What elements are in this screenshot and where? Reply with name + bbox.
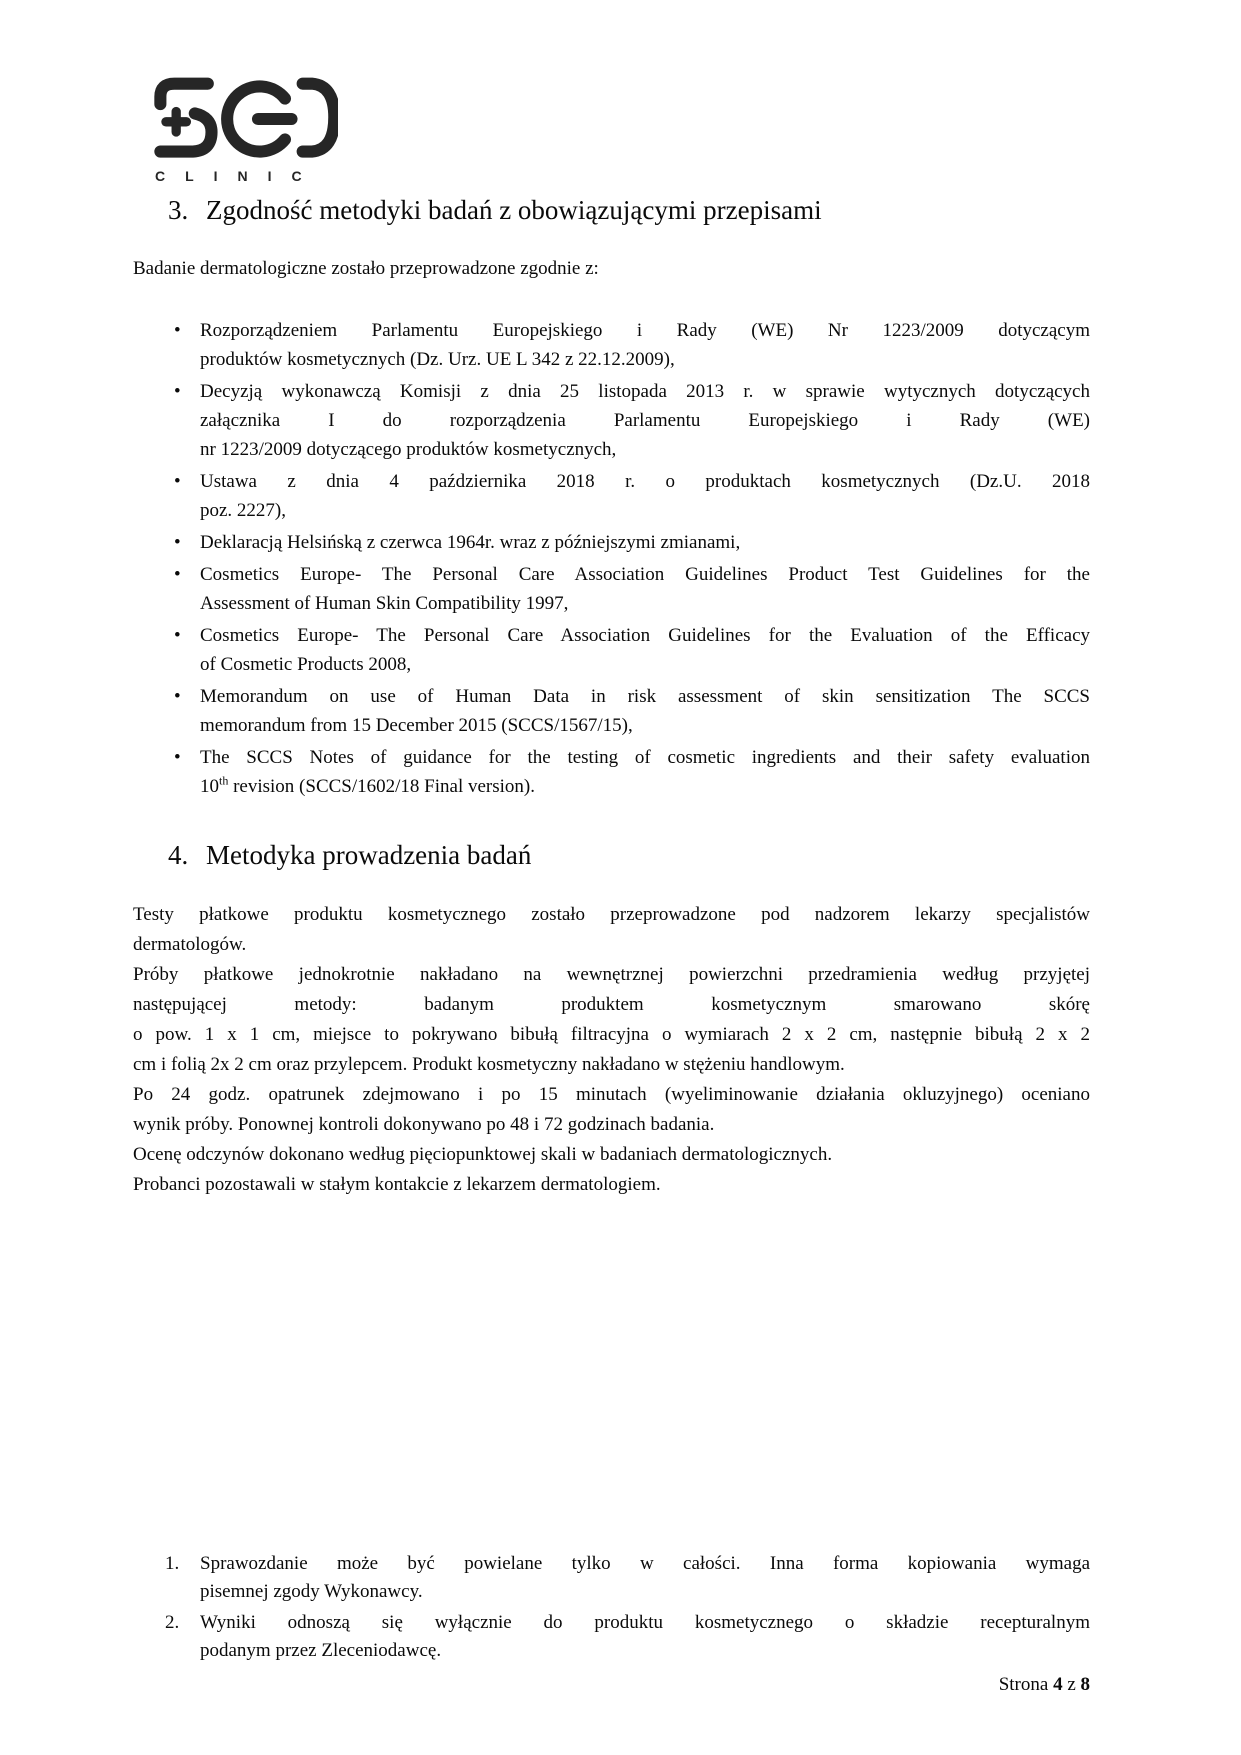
bullet-line: of Cosmetic Products 2008, bbox=[200, 654, 412, 675]
bullet-item-sccs-memorandum-2015 bbox=[133, 682, 1090, 740]
method-paragraph-5 bbox=[133, 1170, 1090, 1200]
bullet-icon: • bbox=[174, 686, 181, 707]
paragraph-line: Ocenę odczynów dokonano według pięciopunktowej skali w badaniach dermatologicznych. bbox=[133, 1144, 833, 1165]
footnote-line: Wyniki odnoszą się wyłącznie do produktu kosmetycznego o składzie recepturalnym bbox=[200, 1612, 1090, 1633]
bullet-line: Assessment of Human Skin Compatibility 1997, bbox=[200, 593, 569, 614]
bullet-item-cosmetics-europe-2008 bbox=[133, 621, 1090, 679]
bullet-icon: • bbox=[174, 320, 181, 341]
footer-label: Strona bbox=[998, 1674, 1049, 1695]
page-number-footer bbox=[133, 1671, 1090, 1698]
paragraph-line: cm i folią 2x 2 cm oraz przylepcem. Produkt kosmetyczny nakładano w stężeniu handlowym. bbox=[133, 1054, 845, 1075]
revision-rest: revision (SCCS/1602/18 Final version). bbox=[228, 776, 535, 797]
bullet-item-cosmetics-europe-1997 bbox=[133, 560, 1090, 618]
bullet-line: memorandum from 15 December 2015 (SCCS/1567/15), bbox=[200, 715, 633, 736]
paragraph-line: Probanci pozostawali w stałym kontakcie z lekarzem dermatologiem. bbox=[133, 1174, 661, 1195]
bullet-line: Decyzją wykonawczą Komisji z dnia 25 listopada 2013 r. w sprawie wytycznych dotyczących bbox=[200, 381, 1090, 402]
paragraph-line: wynik próby. Ponownej kontroli dokonywano po 48 i 72 godzinach badania. bbox=[133, 1114, 715, 1135]
bullet-item-helsinki-declaration bbox=[133, 528, 1090, 557]
bullet-line: poz. 2227), bbox=[200, 500, 287, 521]
bullet-icon: • bbox=[174, 532, 181, 553]
method-paragraph-2 bbox=[133, 960, 1090, 1080]
paragraph-line: Po 24 godz. opatrunek zdejmowano i po 15 minutach (wyeliminowanie działania okluzyjnego) oceniano bbox=[133, 1084, 1090, 1105]
bullet-line: Deklaracją Helsińską z czerwca 1964r. wraz z późniejszymi zmianami, bbox=[200, 532, 741, 553]
footnote-line: pisemnej zgody Wykonawcy. bbox=[200, 1581, 423, 1602]
bullet-icon: • bbox=[174, 747, 181, 768]
intro-paragraph: Badanie dermatologiczne zostało przeprowadzone zgodnie z: bbox=[133, 258, 599, 279]
footer-total-pages: 8 bbox=[1080, 1674, 1090, 1695]
regulations-bullet-list bbox=[133, 316, 1090, 801]
bullet-icon: • bbox=[174, 471, 181, 492]
bullet-line: Rozporządzeniem Parlamentu Europejskiego i Rady (WE) Nr 1223/2009 dotyczącym bbox=[200, 320, 1090, 341]
paragraph-line: Testy płatkowe produktu kosmetycznego zostało przeprowadzone pod nadzorem lekarzy specjalistów bbox=[133, 904, 1090, 925]
methodology-text bbox=[133, 900, 1090, 1200]
bullet-line: Cosmetics Europe- The Personal Care Association Guidelines Product Test Guidelines for the bbox=[200, 564, 1090, 585]
sgd-logo-icon bbox=[152, 76, 338, 162]
sgd-clinic-logo bbox=[152, 76, 352, 184]
bullet-line: załącznika I do rozporządzenia Parlamentu Europejskiego i Rady (WE) bbox=[200, 410, 1090, 431]
footer-of-label: z bbox=[1067, 1674, 1076, 1695]
footnote-number: 2. bbox=[165, 1612, 180, 1633]
bullet-item-act-2018 bbox=[133, 467, 1090, 525]
footnote-item-1 bbox=[133, 1550, 1090, 1606]
bullet-line: nr 1223/2009 dotyczącego produktów kosmetycznych, bbox=[200, 439, 617, 460]
footnote-number: 1. bbox=[165, 1553, 180, 1574]
bullet-item-sccs-notes-of-guidance bbox=[133, 743, 1090, 801]
section-4-title: Metodyka prowadzenia badań bbox=[206, 840, 532, 870]
section-4-heading bbox=[133, 838, 1090, 872]
section-3-title: Zgodność metodyki badań z obowiązującymi przepisami bbox=[206, 195, 822, 225]
section-3-number: 3. bbox=[168, 195, 189, 225]
plus-icon bbox=[166, 112, 186, 132]
bullet-icon: • bbox=[174, 381, 181, 402]
bullet-icon: • bbox=[174, 625, 181, 646]
method-paragraph-4 bbox=[133, 1140, 1090, 1170]
bullet-line: Cosmetics Europe- The Personal Care Association Guidelines for the Evaluation of the Efficacy bbox=[200, 625, 1090, 646]
paragraph-line: dermatologów. bbox=[133, 934, 247, 955]
bullet-line: Memorandum on use of Human Data in risk assessment of skin sensitization The SCCS bbox=[200, 686, 1090, 707]
method-paragraph-3 bbox=[133, 1080, 1090, 1140]
logo-clinic-label: CLINIC bbox=[155, 168, 322, 184]
footnote-list bbox=[133, 1550, 1090, 1665]
bullet-icon: • bbox=[174, 564, 181, 585]
footnote-line: Sprawozdanie może być powielane tylko w całości. Inna forma kopiowania wymaga bbox=[200, 1553, 1090, 1574]
paragraph-line: o pow. 1 x 1 cm, miejsce to pokrywano bibułą filtracyjna o wymiarach 2 x 2 cm, następnie bibułą 2 x 2 bbox=[133, 1024, 1090, 1045]
bullet-line: produktów kosmetycznych (Dz. Urz. UE L 342 z 22.12.2009), bbox=[200, 349, 675, 370]
paragraph-line: Próby płatkowe jednokrotnie nakładano na wewnętrznej powierzchni przedramienia według przyjętej bbox=[133, 964, 1090, 985]
method-paragraph-1 bbox=[133, 900, 1090, 960]
revision-number: 10 bbox=[200, 776, 219, 797]
footnote-item-2 bbox=[133, 1609, 1090, 1665]
paragraph-line: następującej metody: badanym produktem kosmetycznym smarowano skórę bbox=[133, 994, 1090, 1015]
footnote-line: podanym przez Zleceniodawcę. bbox=[200, 1640, 442, 1661]
section-4-number: 4. bbox=[168, 840, 189, 870]
bullet-item-regulation-1223-2009 bbox=[133, 316, 1090, 374]
footer-current-page: 4 bbox=[1053, 1674, 1063, 1695]
section-3-heading bbox=[133, 193, 1090, 227]
ordinal-superscript: th bbox=[219, 773, 229, 788]
bullet-line: Ustawa z dnia 4 października 2018 r. o produktach kosmetycznych (Dz.U. 2018 bbox=[200, 471, 1090, 492]
bullet-line: The SCCS Notes of guidance for the testing of cosmetic ingredients and their safety evaluation bbox=[200, 747, 1090, 768]
bullet-item-commission-decision-2013 bbox=[133, 377, 1090, 464]
bullet-line-with-superscript bbox=[200, 772, 1090, 801]
